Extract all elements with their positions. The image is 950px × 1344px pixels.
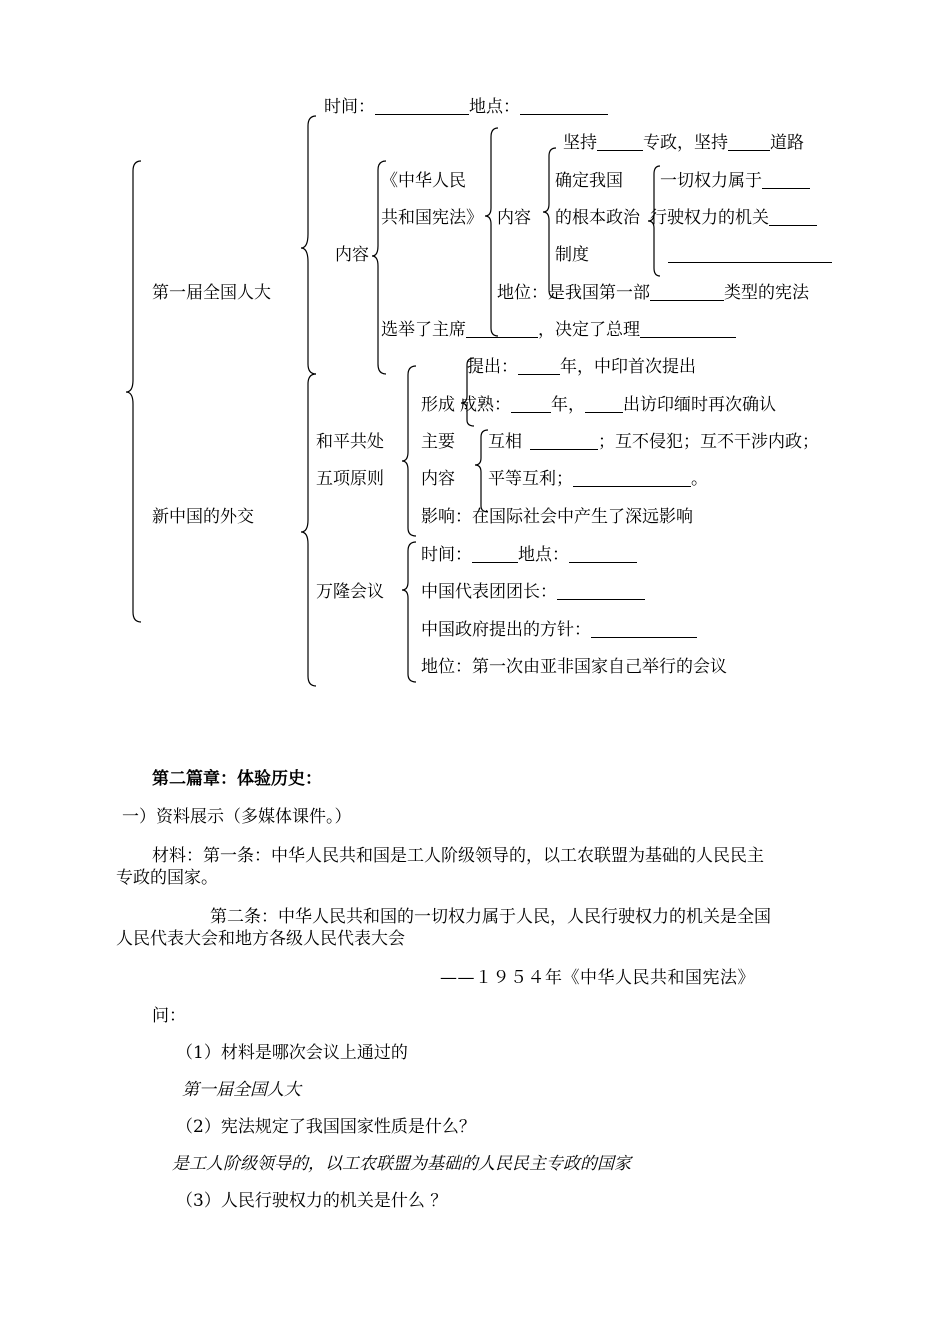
material-2-line-1: 第二条：中华人民共和国的一切权力属于人民，人民行驶权力的机关是全国: [210, 907, 771, 927]
power-line-3: [668, 245, 832, 265]
system-line-3: 制度: [555, 245, 589, 265]
formation-label: 形成: [421, 395, 455, 415]
power-line-1: [660, 171, 810, 191]
constitution-line-2: 共和国宪法》: [381, 208, 483, 228]
bandung-place-blank[interactable]: [569, 545, 637, 563]
bandung-time-line: [421, 545, 637, 565]
mutual-text-2: ；互不侵犯；互不干涉内政；: [598, 432, 819, 452]
equal-blank[interactable]: [573, 469, 691, 487]
material-1-line-1: 材料：第一条：中华人民共和国是工人阶级领导的，以工农联盟为基础的人民民主: [152, 846, 764, 866]
diplomacy-label: 新中国的外交: [152, 507, 254, 527]
proposed-text-2: 年，中印首次提出: [560, 357, 696, 377]
question-2: （2）宪法规定了我国国家性质是什么？: [176, 1117, 476, 1137]
status-blank[interactable]: [650, 283, 724, 301]
main-content-brace: [475, 430, 488, 512]
mature-text-2: 年，: [551, 395, 585, 415]
mature-text-3: 出访印缅时再次确认: [623, 395, 776, 415]
constitution-line-1: 《中华人民: [381, 171, 466, 191]
principles-brace: [402, 366, 416, 536]
npc-status-line: [497, 283, 809, 303]
mutual-text-1: 互相: [488, 432, 522, 452]
uphold-text-2: 专政，坚持: [643, 133, 728, 153]
section-title: 一）资料展示（多媒体课件。）: [122, 807, 352, 827]
npc-elect-line: [381, 320, 736, 340]
power-blank-2[interactable]: [769, 208, 817, 226]
bandung-status-line: 地位：第一次由亚非国家自己举行的会议: [421, 657, 727, 677]
mutual-line: [488, 432, 819, 452]
content-sub-label: 内容: [497, 208, 531, 228]
system-line-2: 的根本政治: [555, 208, 640, 228]
uphold-text-3: 道路: [770, 133, 804, 153]
elect-text-2: ，决定了总理: [538, 320, 640, 340]
content-brace: [372, 161, 386, 374]
bandung-head-line: [421, 582, 645, 602]
material-2-line-2: 人民代表大会和地方各级人民代表大会: [116, 929, 405, 949]
status-text-2: 类型的宪法: [724, 283, 809, 303]
main-content-line-2: 内容: [421, 469, 455, 489]
mature-blank-1[interactable]: [511, 395, 551, 413]
npc-label: 第一届全国人大: [152, 283, 271, 303]
mature-text-1: 成熟：: [460, 395, 511, 415]
five-principles-line-1: 和平共处: [316, 432, 384, 452]
elect-text-1: 选举了主席: [381, 320, 466, 340]
mature-blank-2[interactable]: [585, 395, 623, 413]
uphold-blank-2[interactable]: [728, 133, 770, 151]
material-1-line-2: 专政的国家。: [116, 868, 218, 888]
bandung-brace: [402, 542, 416, 682]
status-text-1: 地位：是我国第一部: [497, 283, 650, 303]
constitution-brace: [485, 128, 498, 336]
equal-text-1: 平等互利；: [488, 469, 573, 489]
npc-time-label: 时间：: [324, 97, 375, 117]
answer-2: 是工人阶级领导的，以工农联盟为基础的人民民主专政的国家: [172, 1154, 631, 1174]
npc-time-blank[interactable]: [375, 97, 469, 115]
bandung-label: 万隆会议: [316, 582, 384, 602]
npc-time-line: [324, 97, 608, 117]
npc-brace: [301, 116, 316, 374]
proposed-line: [467, 357, 696, 377]
question-3: （3）人民行驶权力的机关是什么 ？: [176, 1191, 448, 1211]
bandung-head-blank[interactable]: [557, 582, 645, 600]
bandung-place-label: 地点：: [518, 545, 569, 565]
bandung-head-label: 中国代表团团长：: [421, 582, 557, 602]
equal-line: [488, 469, 708, 489]
proposed-text-1: 提出：: [467, 357, 518, 377]
main-content-line-1: 主要: [421, 432, 455, 452]
material-source: ——１９５４年《中华人民共和国宪法》: [440, 968, 755, 988]
mutual-blank[interactable]: [530, 432, 598, 450]
system-line-1: 确定我国: [555, 171, 623, 191]
uphold-blank-1[interactable]: [597, 133, 643, 151]
power-text-1: 一切权力属于: [660, 171, 762, 191]
power-text-2: 行驶权力的机关: [650, 208, 769, 228]
mature-line: [460, 395, 776, 415]
diplomacy-brace: [301, 374, 316, 686]
five-principles-line-2: 五项原则: [316, 469, 384, 489]
bandung-policy-label: 中国政府提出的方针：: [421, 620, 591, 640]
influence-line: 影响：在国际社会中产生了深远影响: [421, 507, 693, 527]
elect-blank-1[interactable]: [466, 320, 538, 338]
outer-brace: [126, 161, 141, 622]
proposed-blank[interactable]: [518, 357, 560, 375]
bandung-time-label: 时间：: [421, 545, 472, 565]
elect-blank-2[interactable]: [640, 320, 736, 338]
uphold-text-1: 坚持: [563, 133, 597, 153]
npc-place-label: 地点：: [469, 97, 520, 117]
answer-1: 第一届全国人大: [182, 1080, 301, 1100]
question-1: （1）材料是哪次会议上通过的: [176, 1043, 408, 1063]
bandung-policy-line: [421, 620, 697, 640]
content-label: 内容: [335, 245, 369, 265]
npc-uphold-line: [563, 133, 804, 153]
equal-text-2: 。: [691, 469, 708, 489]
npc-place-blank[interactable]: [520, 97, 608, 115]
question-intro: 问：: [152, 1006, 186, 1026]
bandung-time-blank[interactable]: [472, 545, 518, 563]
power-blank-1[interactable]: [762, 171, 810, 189]
bandung-policy-blank[interactable]: [591, 620, 697, 638]
power-blank-3[interactable]: [668, 245, 832, 263]
power-line-2: [650, 208, 817, 228]
chapter-heading: 第二篇章：体验历史：: [152, 769, 322, 789]
